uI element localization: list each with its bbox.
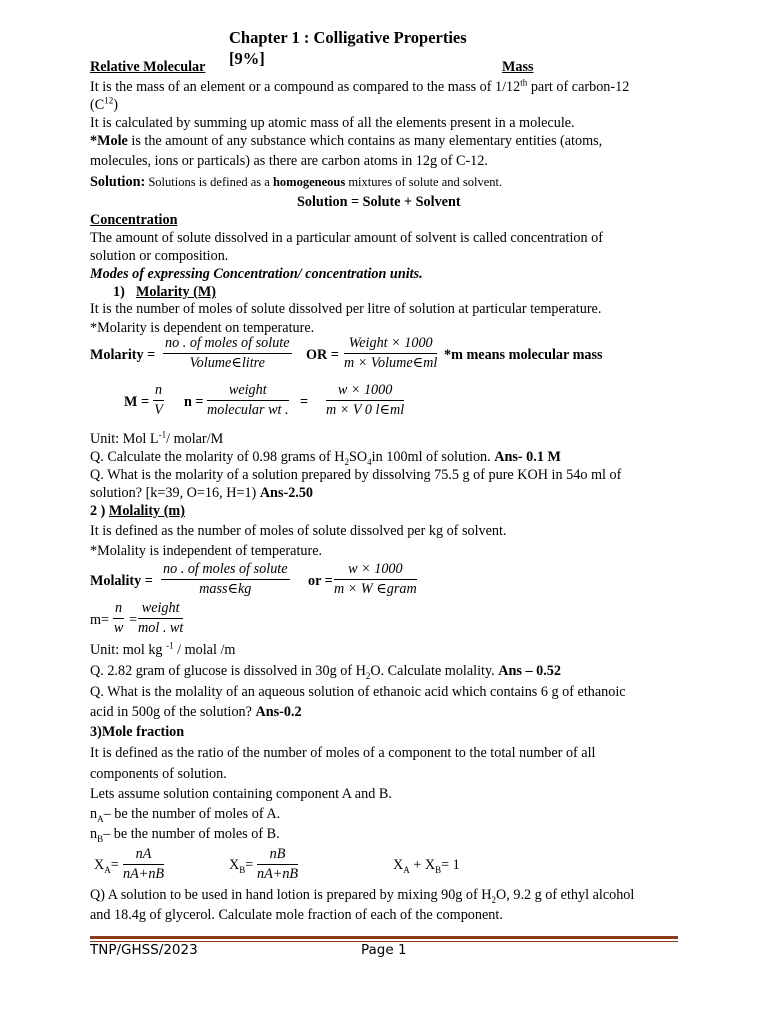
molality-question-2: Q. What is the molality of an aqueous solution of ethanoic acid which contains 6 g of ethanoic	[90, 684, 626, 700]
page-weightage: [9%]	[229, 49, 265, 68]
solution-definition: Solution: Solutions is defined as a homogeneous mixtures of solute and solvent.	[90, 174, 503, 190]
molarity-formula-4: weight molecular wt .	[207, 382, 289, 418]
molarity-formula-2: Weight × 1000 m × Volume∈ml	[344, 335, 438, 371]
concentration-definition: The amount of solute dissolved in a particular amount of solvent is called concentration of	[90, 230, 603, 246]
molarity-formula-5: $\frac{w \times 1000}{m \times V 0 l\in ml}$	[326, 382, 405, 418]
molarity-question-1: Q. Calculate the molarity of 0.98 grams of $H_2SO_4in$ 100ml of solution. Ans- 0.1 M	[90, 449, 561, 467]
molality-formula-1: no . of moles of solute mass∈kg	[163, 561, 288, 597]
mole-definition-cont: molecules, ions or particals) as there are carbon atoms in 12g of C-12.	[90, 153, 488, 169]
molality-unit: Unit: mol kg $^{-1}$ / molal /m	[90, 640, 236, 658]
mole-fraction-na: $n_A-$ be the number of moles of A.	[90, 806, 281, 824]
mole-fraction-nb: $n_B-$ be the number of moles of B.	[90, 826, 280, 844]
molality-or: or =	[308, 573, 333, 589]
mole-fraction-definition-cont: components of solution.	[90, 766, 227, 782]
mole-fraction-definition: It is defined as the ratio of the number of moles of a component to the total number of all	[90, 745, 596, 761]
molarity-n-eq: n =	[184, 394, 204, 410]
molality-question-2-cont: acid in 500g of the solution? Ans-0.2	[90, 704, 302, 720]
rmm-calculation-text: It is calculated by summing up atomic mass of all the elements present in a molecule.	[90, 115, 575, 131]
molarity-heading: Molarity (M)	[136, 284, 216, 300]
molality-label: Molality =	[90, 573, 153, 589]
mole-fraction-xa-label: $X_A=$	[94, 857, 119, 875]
molality-question-1: Q. 2.82 gram of glucose is dissolved in 30g of $H_2O$. Calculate molality. Ans – 0.52	[90, 663, 561, 681]
molarity-number: 1)	[113, 284, 125, 300]
molarity-question-2-cont: solution? [k=39, O=16, H=1) Ans-2.50	[90, 485, 314, 501]
molarity-m-eq: M =	[124, 394, 150, 410]
footer-rule-thick	[90, 936, 678, 939]
footer-source: TNP/GHSS/2023	[90, 942, 198, 958]
molarity-m-note: *m means molecular mass	[444, 347, 603, 363]
molarity-or: OR =	[306, 347, 339, 363]
molality-definition: It is defined as the number of moles of solute dissolved per kg of solvent.	[90, 523, 507, 539]
footer-page-number: Page 1	[361, 942, 407, 958]
molarity-label: Molarity =	[90, 347, 156, 363]
molarity-unit: Unit: Mol $L^{-1}/$ molar/M	[90, 429, 224, 447]
mole-fraction-xb-formula: $\frac{nB}{nA+nB}$	[257, 846, 299, 882]
rmm-heading-right: Mass	[502, 59, 534, 75]
concentration-modes-heading: Modes of expressing Concentration/ concentration units.	[90, 266, 423, 282]
mole-fraction-xa-formula: $\frac{nA}{nA+nB}$	[123, 846, 165, 882]
mole-fraction-heading: 3)Mole fraction	[90, 724, 185, 740]
molarity-definition: It is the number of moles of solute dissolved per litre of solution at particular temperature.	[90, 301, 602, 317]
molality-formula-2: w × 1000 m × W ∈gram	[334, 561, 417, 597]
rmm-heading-left: Relative Molecular	[90, 59, 206, 75]
solution-equation: Solution = Solute + Solvent	[297, 194, 461, 210]
mole-fraction-assumption: Lets assume solution containing component A and B.	[90, 786, 392, 802]
molality-equals: =	[129, 612, 138, 628]
molality-formula-4: weight mol . wt	[138, 600, 184, 636]
molality-heading-row: 2 ) Molality (m)	[90, 503, 185, 519]
molality-note: *Molality is independent of temperature.	[90, 543, 323, 559]
molarity-formula-1: no . of moles of solute Volume∈litre	[165, 335, 290, 371]
mole-fraction-sum: $X_A + X_B= 1$	[393, 857, 460, 875]
rmm-definition-cont: $(C^{12})$	[90, 95, 118, 113]
rmm-definition: It is the mass of an element or a compound as compared to the mass of 1/12th part of carbon-12	[90, 77, 630, 95]
mole-fraction-question: Q) A solution to be used in hand lotion is prepared by mixing 90g of $H_2O$, 9.2 g of ethyl alcohol	[90, 887, 635, 905]
mole-fraction-xb-label: $X_B=$	[229, 857, 254, 875]
molality-formula-3: $\frac{n}{w}$	[113, 600, 124, 636]
mole-definition: *Mole is the amount of any substance which contains as many elementary entities (atoms,	[90, 133, 603, 149]
molarity-formula-3: $\frac{n}{V}$	[154, 382, 163, 418]
molarity-question-2: Q. What is the molarity of a solution prepared by dissolving 75.5 g of pure KOH in 54o ml of	[90, 467, 622, 483]
page-title: Chapter 1 : Colligative Properties	[229, 28, 467, 47]
molality-m-eq: m=	[90, 612, 110, 628]
molarity-note: *Molarity is dependent on temperature.	[90, 320, 315, 336]
concentration-definition-cont: solution or composition.	[90, 248, 229, 264]
mole-fraction-question-cont: and 18.4g of glycerol. Calculate mole fraction of each of the component.	[90, 907, 503, 923]
molarity-equals: =	[300, 394, 309, 410]
concentration-heading: Concentration	[90, 212, 178, 228]
